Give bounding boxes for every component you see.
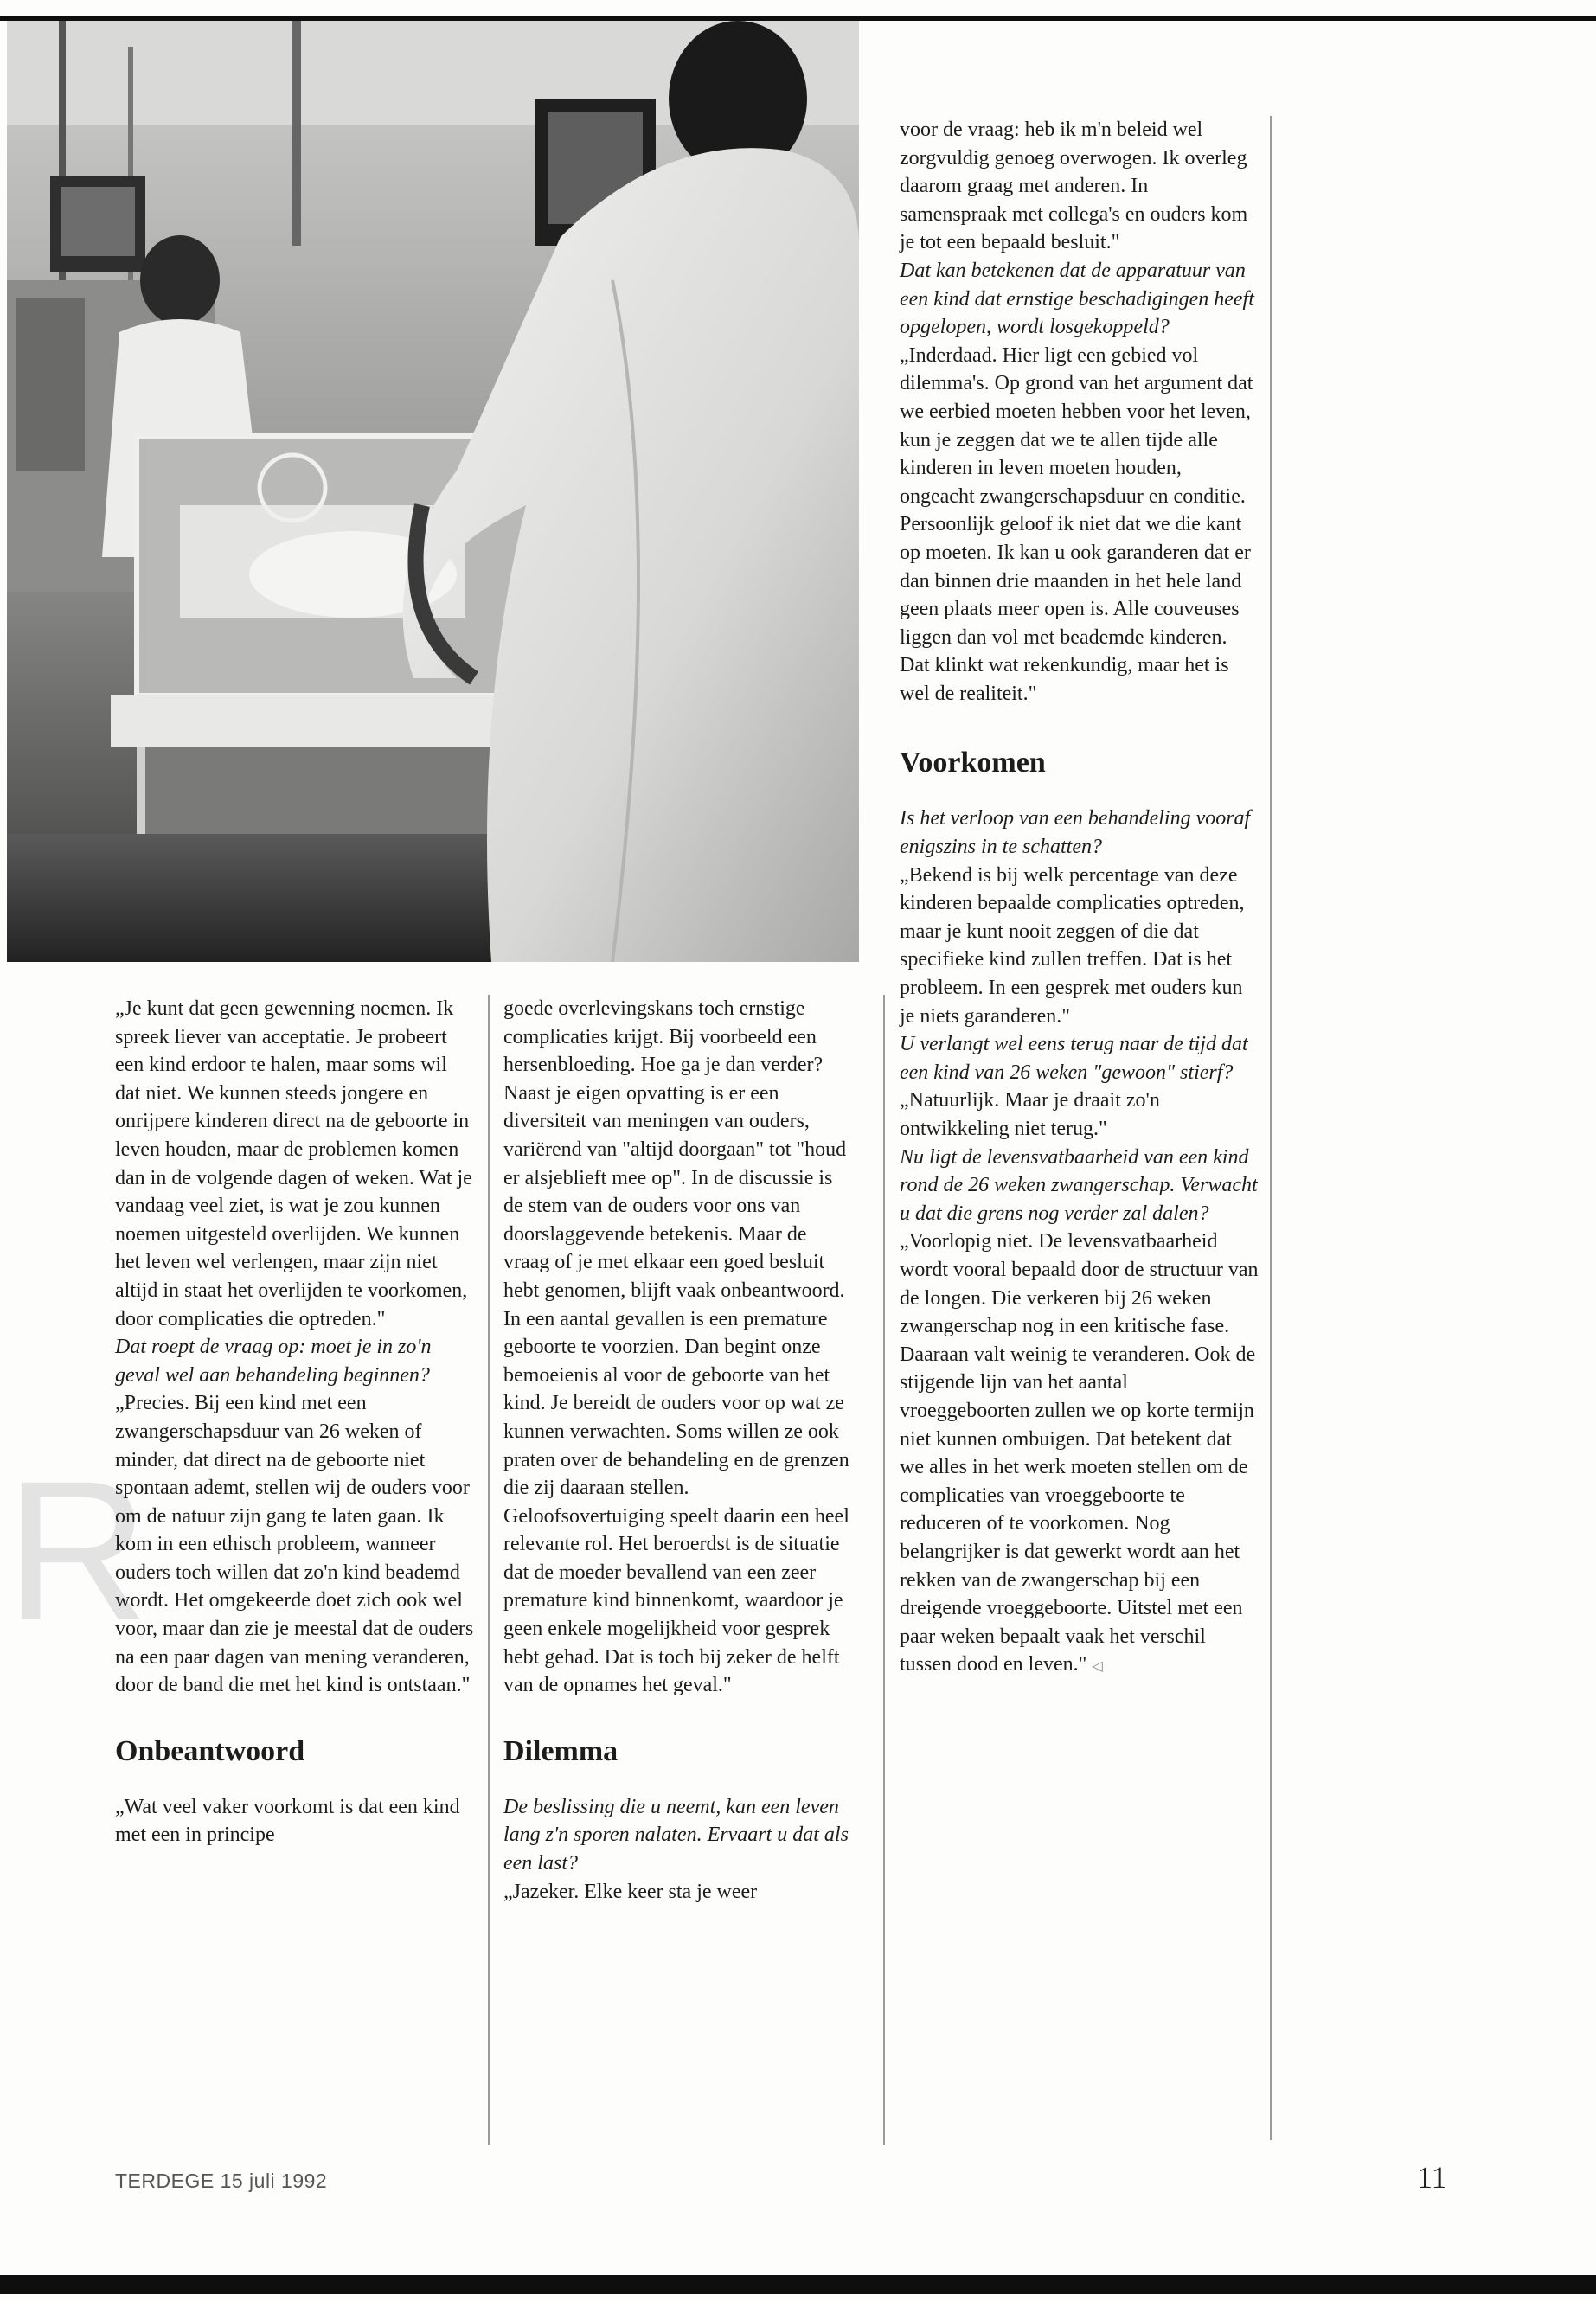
interview-question: Dat roept de vraag op: moet je in zo'n geval wel aan behandeling beginnen? — [115, 1336, 432, 1387]
paragraph — [900, 1227, 1259, 1682]
paragraph: goede overlevingskans toch ernstige complicaties krijgt. Bij voorbeeld een hersenbloeding. Hoe ga je dan verder? Naast je eigen opvatting is er een diversiteit van meningen van ouders, variërend van "altijd doorgaan" tot "houd er alsjeblieft mee op". In de discussie is de stem van de ouders voor ons van doorslaggevende betekenis. Maar de vraag of je met elkaar een goed besluit hebt genomen, blijft vaak onbeantwoord. — [503, 997, 847, 1302]
interview-question: Dat kan betekenen dat de apparatuur van een kind dat ernstige beschadigingen heeft opgelopen, wordt losgekoppeld? — [900, 259, 1254, 339]
left-column — [115, 995, 477, 1849]
paragraph: „Jazeker. Elke keer sta je weer — [503, 1880, 758, 1903]
column-divider — [883, 995, 885, 2145]
paragraph-text: „Voorlopig niet. De levensvatbaarheid wordt vooral bepaald door de structuur van de longen. Die verkeren bij 26 weken zwangerschap nog in een kritische fase. Daaraan valt weinig te veranderen. Ook de stijgende lijn van het aantal vroeggeboorten zullen we op korte termijn niet kunnen ombuigen. Dat betekent dat we alles in het werk moeten stellen om de complicaties van vroeggeboorte te reduceren of te voorkomen. Nog belangrijker is dat gewerkt wordt aan het rekken van de zwangerschap bij een dreigende vroeggeboorte. Uitstel met een paar weken bepaalt vaak het verschil tussen dood en leven." — [900, 1230, 1259, 1676]
end-mark-icon: ◁ — [1092, 1659, 1103, 1675]
bottom-rule — [0, 2275, 1596, 2294]
watermark-letter: R — [5, 1439, 150, 1662]
page-number: 11 — [1417, 2160, 1447, 2195]
interview-question: U verlangt wel eens terug naar de tijd dat een kind van 26 weken "gewoon" stierf? — [900, 1033, 1248, 1084]
interview-question: Is het verloop van een behandeling vooraf enigszins in te schatten? — [900, 807, 1251, 859]
column-divider — [488, 995, 490, 2145]
right-column — [900, 116, 1259, 1682]
photo-neonatal-ward — [7, 21, 859, 962]
middle-column — [503, 995, 849, 1906]
interview-question: De beslissing die u neemt, kan een leven lang z'n sporen nalaten. Ervaart u dat als een last? — [503, 1795, 849, 1875]
paragraph: „Wat veel vaker voorkomt is dat een kind met een in principe — [115, 1795, 460, 1847]
paragraph: „Inderdaad. Hier ligt een gebied vol dilemma's. Op grond van het argument dat we eerbied moeten hebben voor het leven, kun je zeggen dat we te allen tijde alle kinderen in leven moeten houden, ongeacht zwangerschapsduur en conditie. Persoonlijk geloof ik niet dat we die kant op moeten. Ik kan u ook garanderen dat er dan binnen drie maanden in het hele land geen plaats meer open is. Alle couveuses liggen dan vol met beademde kinderen. Dat klinkt wat rekenkundig, maar het is wel de realiteit." — [900, 343, 1253, 705]
paragraph: voor de vraag: heb ik m'n beleid wel zorgvuldig genoeg overwogen. Ik overleg daarom graag met anderen. In samenspraak met collega's en ouders kom je tot een bepaald besluit." — [900, 119, 1248, 254]
paragraph: „Precies. Bij een kind met een zwangerschapsduur van 26 weken of minder, dat direct na de geboorte niet spontaan ademt, stellen wij de ouders voor om de natuur zijn gang te laten gaan. Ik kom in een ethisch probleem, wanneer ouders toch willen dat zo'n kind beademd wordt. Het omgekeerde doet zich ook wel voor, maar dan zie je meestal dat de ouders na een paar dagen van mening veranderen, door de band die met het kind is ontstaan." — [115, 1392, 474, 1697]
interview-question: Nu ligt de levensvatbaarheid van een kind rond de 26 weken zwangerschap. Verwacht u dat die grens nog verder zal dalen? — [900, 1145, 1258, 1225]
section-heading: Onbeantwoord — [115, 1734, 305, 1767]
column-divider — [1270, 116, 1272, 2140]
paragraph: „Je kunt dat geen gewenning noemen. Ik spreek liever van acceptatie. Je probeert een kind erdoor te halen, maar soms wil dat niet. We kunnen steeds jongere en onrijpere kinderen direct na de geboorte in leven houden, maar de problemen komen dan in de volgende dagen of weken. Wat je vandaag veel ziet, is wat je zou kunnen noemen uitgesteld overlijden. We kunnen het leven wel verlengen, maar zijn niet altijd in staat het overlijden te voorkomen, door complicaties die optreden." — [115, 997, 472, 1330]
section-heading: Dilemma — [503, 1734, 619, 1767]
section-heading: Voorkomen — [900, 747, 1046, 779]
paragraph: „Bekend is bij welk percentage van deze kinderen bepaalde complicaties optreden, maar je kunt nooit zeggen of die dat specifieke kind zullen treffen. Dat is het probleem. In een gesprek met ouders kun je niets garanderen." — [900, 863, 1245, 1028]
paragraph: „Natuurlijk. Maar je draait zo'n ontwikkeling niet terug." — [900, 1089, 1160, 1140]
publication-footer: TERDEGE 15 juli 1992 — [115, 2170, 328, 2192]
paragraph: In een aantal gevallen is een premature geboorte te voorzien. Dan begint onze bemoeienis al voor de geboorte van het kind. Je bereidt de ouders voor op wat ze kunnen verwachten. Soms willen ze ook praten over de behandeling en de grenzen die zij daaraan stellen. Geloofsovertuiging speelt daarin een heel relevante rol. Het beroerdst is de situatie dat de moeder bevallend van een zeer premature kind binnenkomt, waardoor je geen enkele mogelijkheid voor gesprek hebt gehad. Dat is toch bij zeker de helft van de opnames het geval." — [503, 1307, 849, 1697]
